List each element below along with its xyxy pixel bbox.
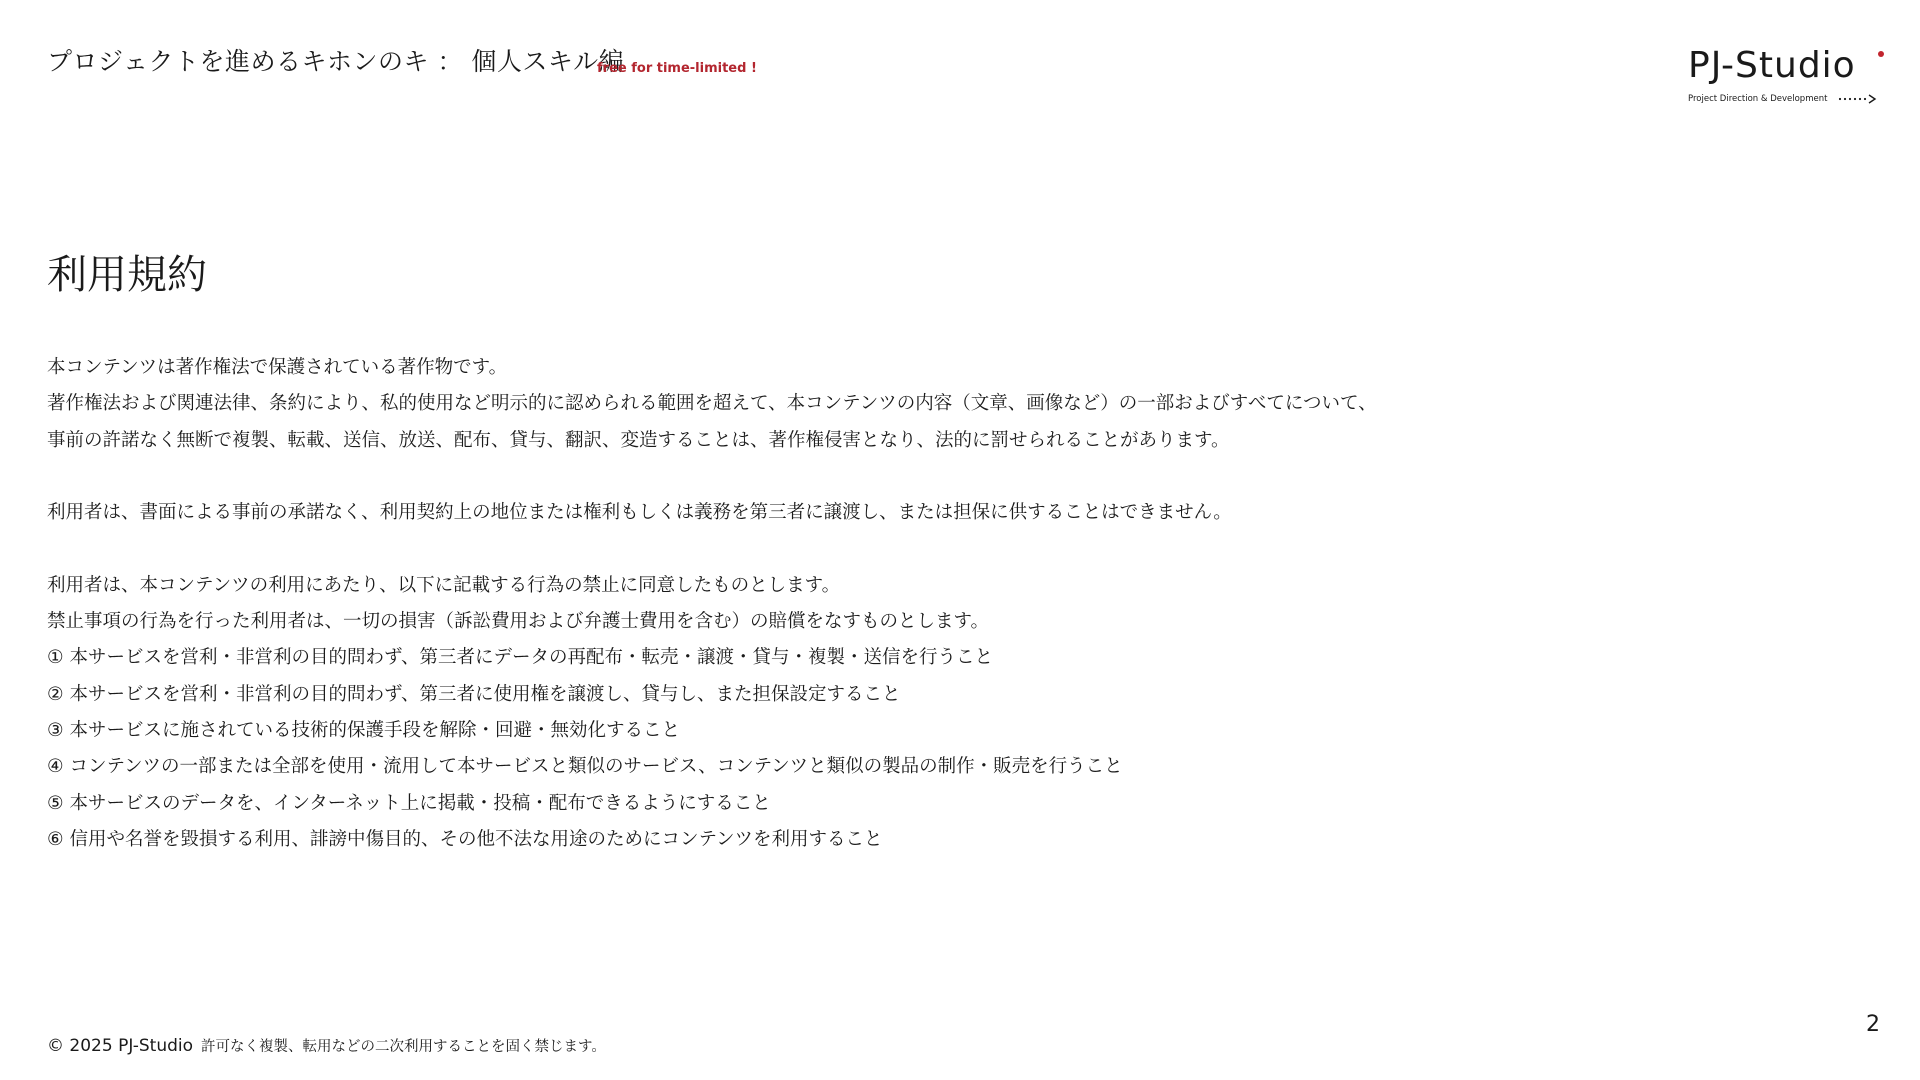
copyright-text: © 2025 PJ-Studio [47, 1036, 194, 1056]
text-line: 利用者は、書面による事前の承諾なく、利用契約上の地位または権利もしくは義務を第三者に譲渡し、または担保に供することはできません。 [47, 502, 1232, 524]
prohibition-item: ⑥ 信用や名誉を毀損する利用、誹謗中傷目的、その他不法な用途のためにコンテンツを利用すること [47, 828, 883, 850]
logo-accent-dot [1878, 51, 1884, 57]
prohibition-item: ⑤ 本サービスのデータを、インターネット上に掲載・投稿・配布できるようにすること [47, 792, 771, 814]
prohibition-item: ① 本サービスを営利・非営利の目的問わず、第三者にデータの再配布・転売・譲渡・貸与・複製・送信を行うこと [47, 647, 993, 669]
prohibition-item: ③ 本サービスに施されている技術的保護手段を解除・回避・無効化すること [47, 719, 680, 741]
paragraph-prohibitions [47, 568, 1547, 858]
prohibition-item: ② 本サービスを営利・非営利の目的問わず、第三者に使用権を譲渡し、貸与し、また担保設定すること [47, 683, 901, 705]
page-number: 2 [1866, 1012, 1880, 1037]
logo-tagline: Project Direction & Development [1688, 94, 1828, 104]
text-line: 本コンテンツは著作権法で保護されている著作物です。 [47, 357, 508, 378]
paragraph-transfer [47, 495, 1547, 531]
footer [47, 1036, 606, 1057]
reuse-notice: 許可なく複製、転用などの二次利用することを固く禁じます。 [201, 1039, 606, 1055]
free-tag: free for time-limited ! [597, 61, 757, 76]
page-heading: 利用規約 [47, 252, 207, 298]
text-line: 著作権法および関連法律、条約により、私的使用など明示的に認められる範囲を超えて、本コンテンツの内容（文章、画像など）の一部およびすべてについて、 [47, 393, 1377, 415]
document-title: プロジェクトを進めるキホンのキ ： 個人スキル編 [47, 47, 625, 76]
logo-wordmark: PJ-Studio [1688, 45, 1856, 86]
dotted-arrow-icon [1838, 92, 1878, 106]
prohibition-item: ④ コンテンツの一部または全部を使用・流用して本サービスと類似のサービス、コンテンツと類似の製品の制作・販売を行うこと [47, 756, 1123, 778]
terms-body [47, 350, 1547, 858]
text-line: 事前の許諾なく無断で複製、転載、送信、放送、配布、貸与、翻訳、変造することは、著作権侵害となり、法的に罰せられることがあります。 [47, 429, 1230, 451]
paragraph-copyright [47, 350, 1547, 459]
text-line: 利用者は、本コンテンツの利用にあたり、以下に記載する行為の禁止に同意したものとします。 [47, 574, 841, 596]
text-line: 禁止事項の行為を行った利用者は、一切の損害（訴訟費用および弁護士費用を含む）の賠償をなすものとします。 [47, 611, 990, 633]
pj-studio-logo [1688, 46, 1888, 108]
